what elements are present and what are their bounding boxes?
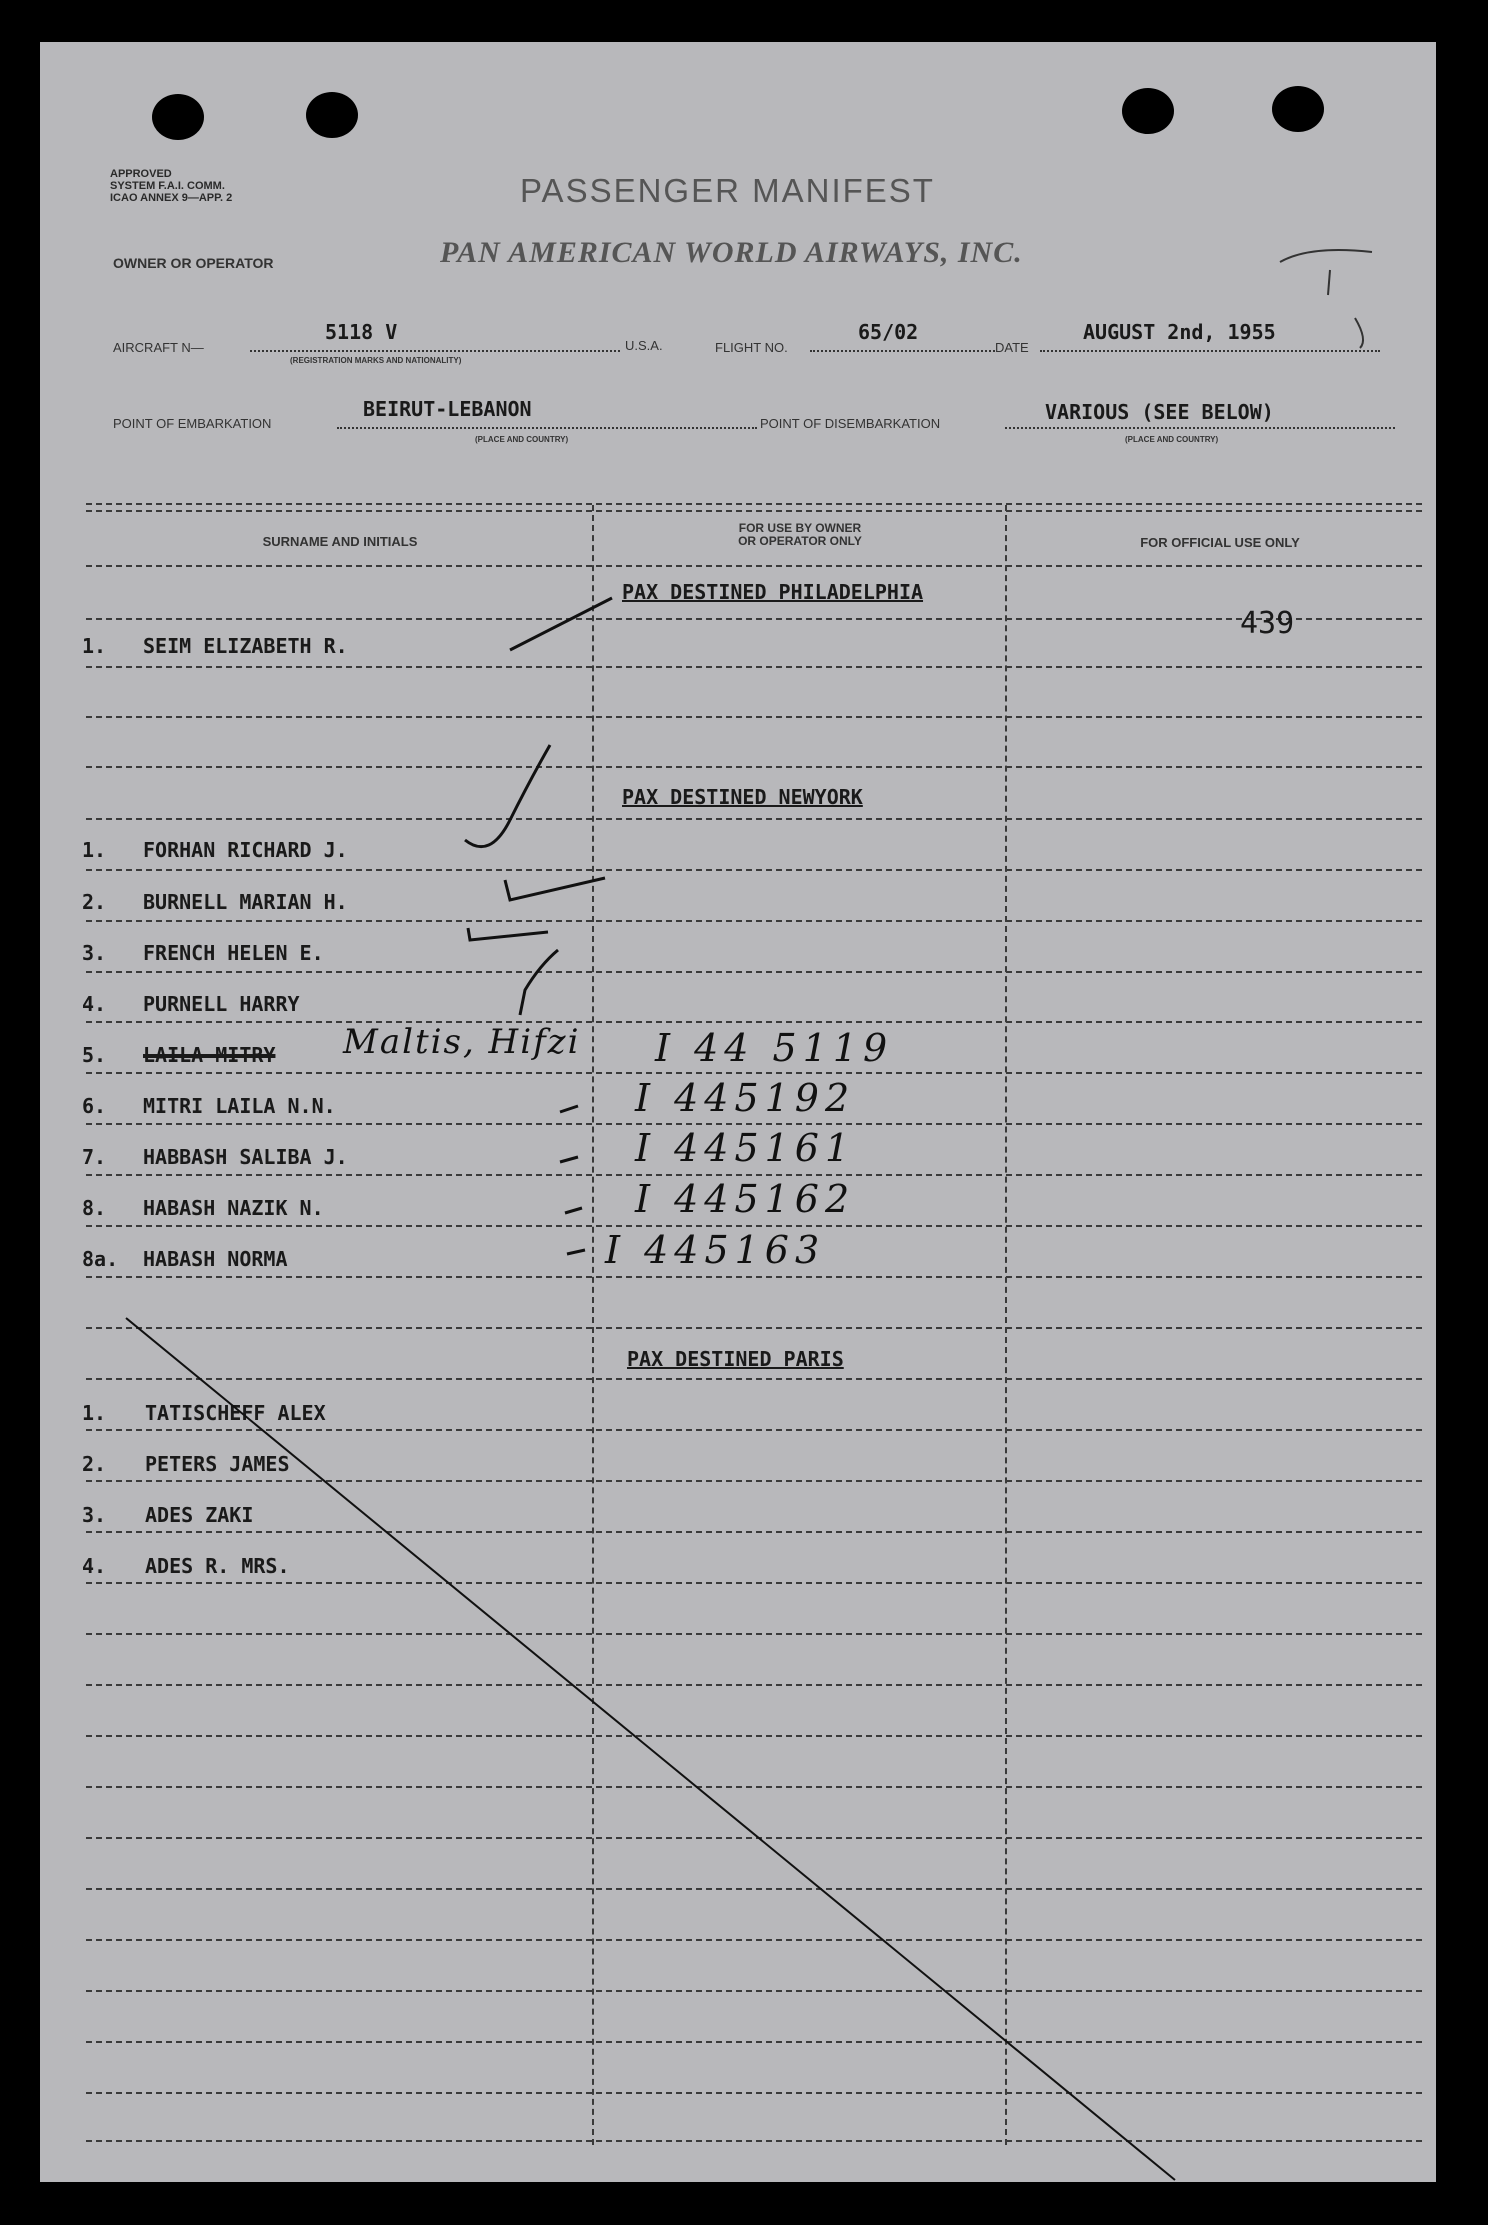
passenger-number: 7. [82, 1145, 107, 1169]
cancellation-line [126, 1318, 1175, 2180]
checkmark [465, 745, 550, 847]
embarkation-label: POINT OF EMBARKATION [113, 416, 272, 431]
passenger-ref: I 445192 [635, 1076, 856, 1120]
passenger-name: HABASH NORMA [143, 1247, 288, 1271]
aircraft-value: 5118 V [325, 320, 398, 344]
passenger-number: 4. [82, 1554, 107, 1578]
passenger-number: 1. [82, 1401, 107, 1425]
passenger-name: SEIM ELIZABETH R. [143, 634, 348, 658]
passenger-number: 1. [82, 634, 107, 658]
section-heading-philadelphia: PAX DESTINED PHILADELPHIA [622, 580, 924, 604]
passenger-name: PURNELL HARRY [143, 992, 300, 1016]
official-mark: 439 [1240, 606, 1295, 641]
passenger-name: TATISCHEFF ALEX [145, 1401, 326, 1425]
passenger-name: ADES ZAKI [145, 1503, 254, 1527]
passenger-number: 2. [82, 890, 107, 914]
passenger-name: BURNELL MARIAN H. [143, 890, 348, 914]
checkmark [520, 950, 558, 1015]
approval-line: ICAO ANNEX 9—APP. 2 [110, 192, 233, 204]
owner-label: OWNER OR OPERATOR [113, 255, 274, 271]
passenger-name: FRENCH HELEN E. [143, 941, 324, 965]
owner-value: PAN AMERICAN WORLD AIRWAYS, INC. [440, 236, 1023, 269]
passenger-name: ADES R. MRS. [145, 1554, 290, 1578]
passenger-number: 2. [82, 1452, 107, 1476]
country-value: U.S.A. [625, 338, 663, 353]
place-note: (PLACE AND COUNTRY) [1125, 435, 1219, 444]
place-note: (PLACE AND COUNTRY) [475, 435, 569, 444]
dash-mark [560, 1106, 578, 1112]
page-title: PASSENGER MANIFEST [520, 172, 935, 209]
passenger-name: MITRI LAILA N.N. [143, 1094, 336, 1118]
passenger-number: 1. [82, 838, 107, 862]
official-header: FOR OFFICIAL USE ONLY [1140, 535, 1300, 550]
passenger-name-struck: LAILA MITRY [143, 1043, 276, 1067]
passenger-number: 6. [82, 1094, 107, 1118]
passenger-ref: I 445162 [635, 1177, 856, 1221]
passenger-number: 4. [82, 992, 107, 1016]
passenger-number: 3. [82, 941, 107, 965]
passenger-name: HABASH NAZIK N. [143, 1196, 324, 1220]
dash-mark [560, 1157, 578, 1162]
passenger-name: PETERS JAMES [145, 1452, 290, 1476]
section-heading-newyork: PAX DESTINED NEWYORK [622, 785, 863, 809]
passenger-number: 8. [82, 1196, 107, 1220]
passenger-name: FORHAN RICHARD J. [143, 838, 348, 862]
passenger-number: 8a. [82, 1247, 119, 1271]
owner-use-header-line: FOR USE BY OWNER [738, 521, 862, 535]
date-value: AUGUST 2nd, 1955 [1083, 320, 1276, 344]
approval-line: SYSTEM F.A.I. COMM. [110, 180, 225, 192]
passenger-number: 5. [82, 1043, 107, 1067]
dash-mark [565, 1208, 582, 1213]
date-label: DATE [995, 340, 1029, 355]
owner-use-header-line: OR OPERATOR ONLY [738, 534, 862, 548]
scribble-mark [1355, 318, 1363, 348]
disembarkation-value: VARIOUS (SEE BELOW) [1045, 400, 1274, 424]
registration-note: (REGISTRATION MARKS AND NATIONALITY) [290, 356, 462, 365]
checkmark [505, 878, 605, 900]
passenger-number: 3. [82, 1503, 107, 1527]
embarkation-value: BEIRUT-LEBANON [363, 397, 532, 421]
scribble-mark [1328, 270, 1330, 295]
passenger-ref: I 445163 [605, 1228, 826, 1272]
checkmark [468, 928, 548, 940]
scribble-mark [1280, 250, 1372, 262]
checkmark [510, 598, 612, 650]
flight-value: 65/02 [858, 320, 919, 344]
flight-label: FLIGHT NO. [715, 340, 788, 355]
handwritten-name: Maltis, Hifzi [343, 1022, 581, 1062]
section-heading-paris: PAX DESTINED PARIS [627, 1347, 844, 1371]
disembarkation-label: POINT OF DISEMBARKATION [760, 416, 941, 431]
passenger-name: HABBASH SALIBA J. [143, 1145, 348, 1169]
aircraft-label: AIRCRAFT N— [113, 340, 204, 355]
passenger-ref: I 44 5119 [655, 1026, 894, 1070]
dash-mark [567, 1250, 585, 1254]
approval-line: APPROVED [110, 168, 172, 180]
surname-header: SURNAME AND INITIALS [262, 534, 418, 549]
passenger-ref: I 445161 [635, 1126, 856, 1170]
